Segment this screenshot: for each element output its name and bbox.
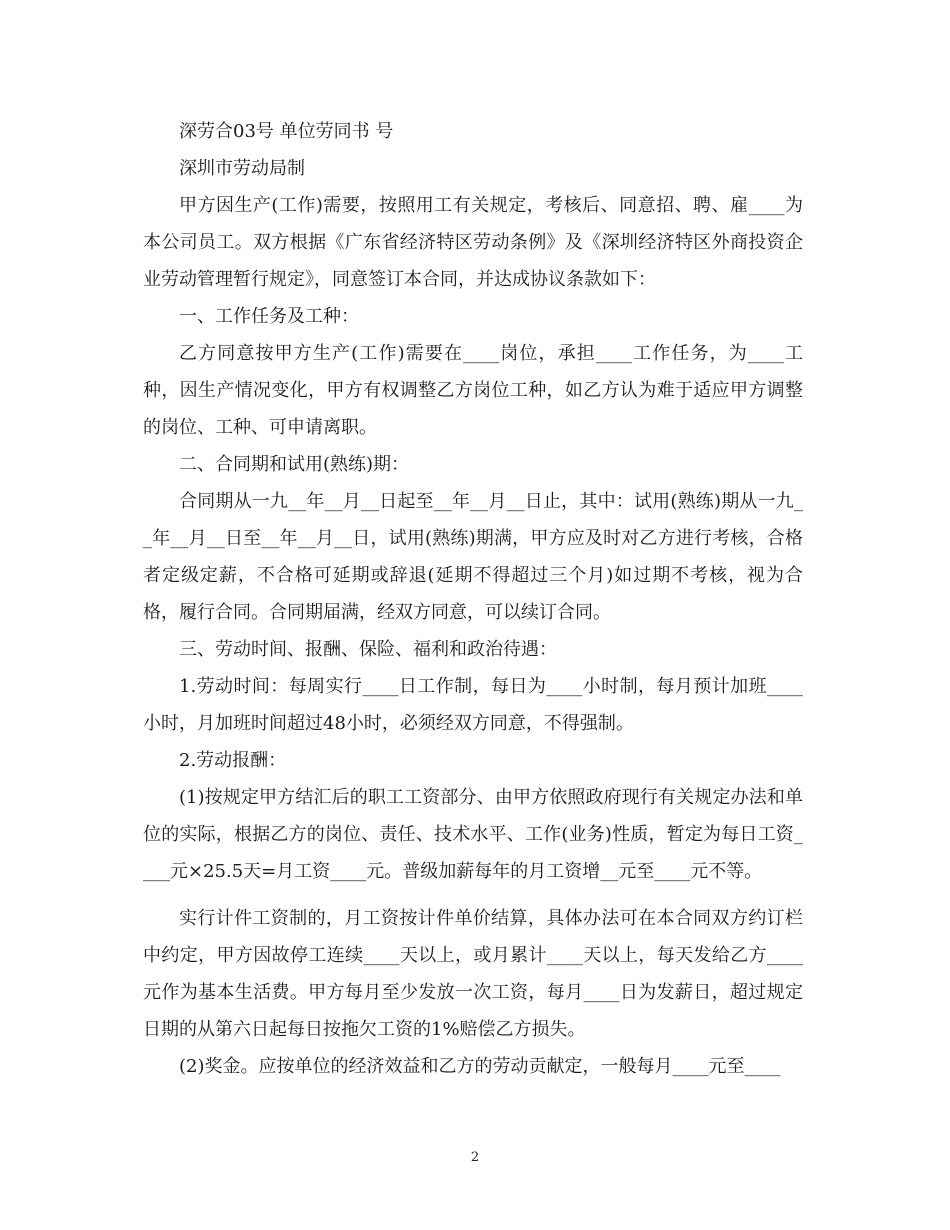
contract-number-line: 深劳合03号 单位劳同书 号 — [179, 121, 394, 142]
subheading-remuneration: 2.劳动报酬： — [179, 750, 287, 771]
paragraph-contract-term: 合同期从一九__年__月__日起至__年__月__日止，其中：试用(熟练)期从一九__年__月__日至__年__月__日，试用(熟练)期满，甲方应及时对乙方进行考核，合格者定级定薪，不合格可延期或辞退(延期不得超过三个月)如过期不考核，视为合格，履行合同。合同期届满，经双方同意，可以续订合同。 — [143, 491, 803, 623]
document-body — [143, 113, 803, 1085]
paragraph-piece-rate: 实行计件工资制的，月工资按计件单价结算，具体办法可在本合同双方约订栏中约定，甲方因故停工连续____天以上，或月累计____天以上，每天发给乙方____元作为基本生活费。甲方每月至少发放一次工资，每月____日为发薪日，超过规定日期的从第六日起每日按拖欠工资的1%赔偿乙方损失。 — [143, 908, 803, 1040]
page-number: 2 — [470, 1150, 480, 1165]
paragraph-wages: (1)按规定甲方结汇后的职工工资部分、由甲方依照政府现行有关规定办法和单位的实际，根据乙方的岗位、责任、技术水平、工作(业务)性质，暂定为每日工资____元×25.5天=月工资____元。普级加薪每年的月工资增__元至____元不等。 — [143, 787, 803, 882]
section-heading-1: 一、工作任务及工种： — [179, 306, 359, 327]
paragraph-bonus: (2)奖金。应按单位的经济效益和乙方的劳动贡献定，一般每月____元至____ — [179, 1056, 781, 1077]
section-heading-2: 二、合同期和试用(熟练)期： — [179, 454, 410, 475]
paragraph-working-hours: 1.劳动时间：每周实行____日工作制，每日为____小时制，每月预计加班____小时，月加班时间超过48小时，必须经双方同意，不得强制。 — [143, 676, 803, 734]
section-heading-3: 三、劳动时间、报酬、保险、福利和政治待遇： — [179, 639, 557, 660]
paragraph-intro: 甲方因生产(工作)需要，按照用工有关规定，考核后、同意招、聘、雇____为本公司员工。双方根据《广东省经济特区劳动条例》及《深圳经济特区外商投资企业劳动管理暂行规定》，同意签订本合同，并达成协议条款如下： — [143, 195, 803, 290]
issuer-line: 深圳市劳动局制 — [179, 158, 305, 179]
paragraph-job-duties: 乙方同意按甲方生产(工作)需要在____岗位，承担____工作任务，为____工种，因生产情况变化，甲方有权调整乙方岗位工种，如乙方认为难于适应甲方调整的岗位、工种、可申请离职。 — [143, 343, 803, 438]
